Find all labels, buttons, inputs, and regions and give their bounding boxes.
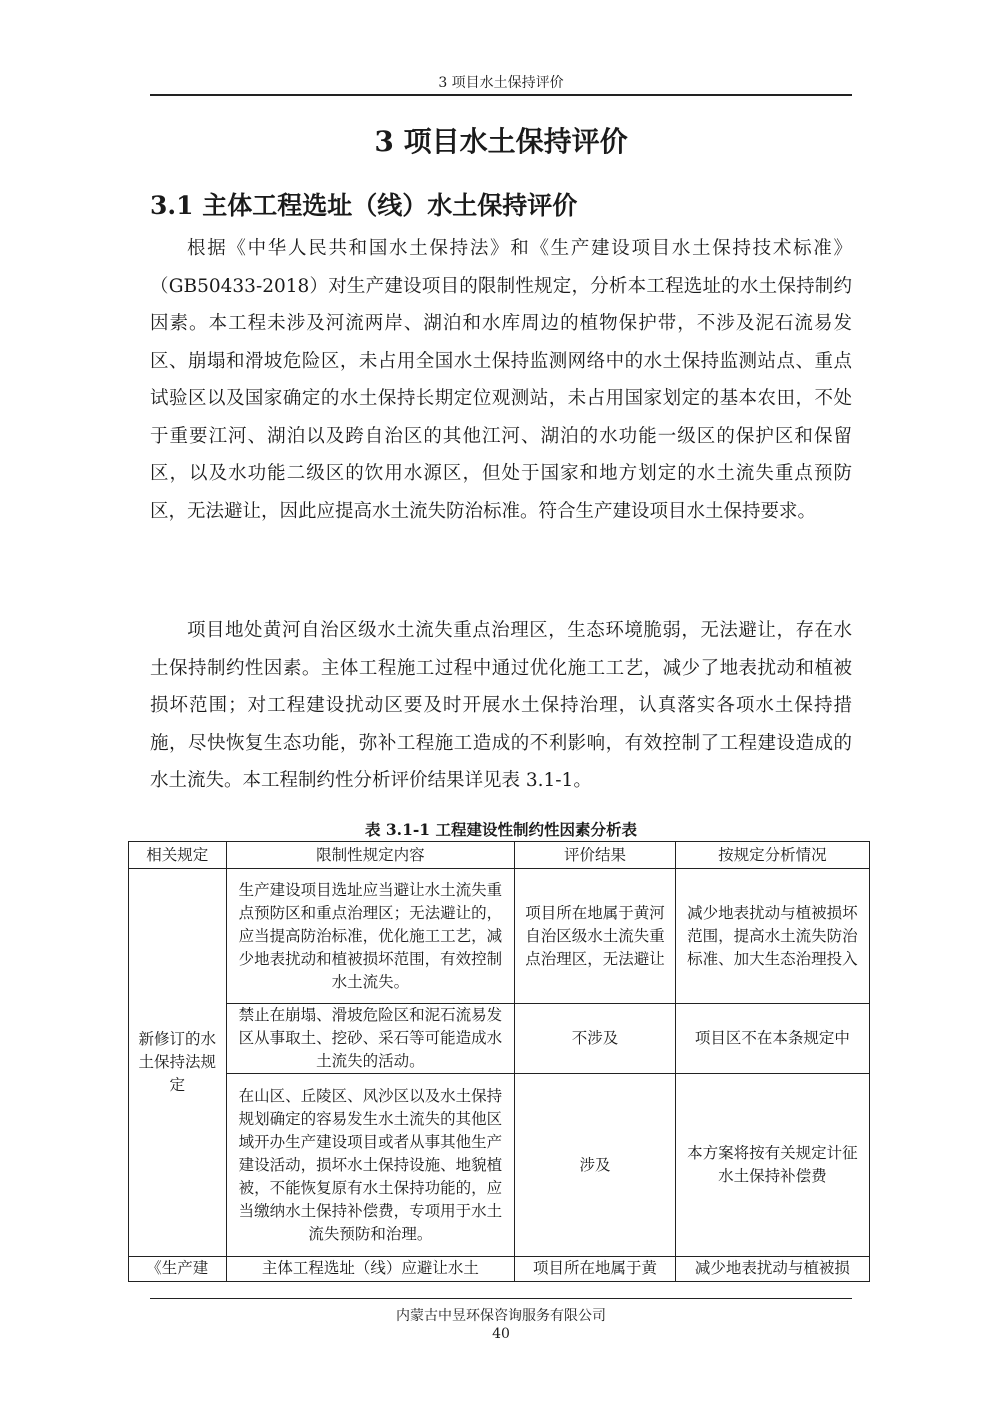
evaluation-result-cell: 项目所在地属于黄 <box>515 1257 676 1282</box>
restriction-content-cell: 主体工程选址（线）应避让水土 <box>226 1257 515 1282</box>
header-related-regulation: 相关规定 <box>129 842 227 869</box>
page-number: 40 <box>492 1326 510 1342</box>
restriction-content-cell: 禁止在崩塌、滑坡危险区和泥石流易发区从事取土、挖砂、采石等可能造成水土流失的活动。 <box>226 1004 515 1074</box>
analysis-cell: 本方案将按有关规定计征水土保持补偿费 <box>675 1074 869 1257</box>
running-header: 3 项目水土保持评价 <box>438 75 564 91</box>
header-rule <box>150 94 852 96</box>
restriction-content-cell: 生产建设项目选址应当避让水土流失重点预防区和重点治理区；无法避让的，应当提高防治标准，优化施工工艺，减少地表扰动和植被损坏范围，有效控制水土流失。 <box>226 869 515 1004</box>
header-evaluation-result: 评价结果 <box>515 842 676 869</box>
table-caption: 表 3.1-1 工程建设性制约性因素分析表 <box>365 820 637 839</box>
section-title: 3.1 主体工程选址（线）水土保持评价 <box>150 191 578 220</box>
footer-company: 内蒙古中昱环保咨询服务有限公司 <box>396 1308 606 1324</box>
evaluation-result-cell: 不涉及 <box>515 1004 676 1074</box>
chapter-title: 3 项目水土保持评价 <box>374 125 628 158</box>
paragraph-siting-constraints: 根据《中华人民共和国水土保持法》和《生产建设项目水土保持技术标准》（GB50433-2018）对生产建设项目的限制性规定，分析本工程选址的水土保持制约因素。本工程未涉及河流两岸、湖泊和水库周边的植物保护带，不涉及泥石流易发区、崩塌和滑坡危险区，未占用全国水土保持监测网络中的水土保持监测站点、重点试验区以及国家确定的水土保持长期定位观测站，未占用国家划定的基本农田，不处于重要江河、湖泊以及跨自治区的其他江河、湖泊的水功能一级区的保护区和保留区，以及水功能二级区的饮用水源区，但处于国家和地方划定的水土流失重点预防区，无法避让，因此应提高水土流失防治标准。符合生产建设项目水土保持要求。 <box>150 238 852 522</box>
footer-rule <box>150 1298 852 1299</box>
table-row <box>129 1004 870 1074</box>
analysis-cell: 项目区不在本条规定中 <box>675 1004 869 1074</box>
header-analysis: 按规定分析情况 <box>675 842 869 869</box>
analysis-cell: 减少地表扰动与植被损坏范围，提高水土流失防治标准、加大生态治理投入 <box>675 869 869 1004</box>
analysis-cell: 减少地表扰动与植被损 <box>675 1257 869 1282</box>
table-row-partial <box>129 1257 870 1282</box>
table-header-row <box>129 842 870 869</box>
table-row <box>129 869 870 1004</box>
header-restriction-content: 限制性规定内容 <box>226 842 515 869</box>
regulation-group-label: 新修订的水土保持法规定 <box>129 869 227 1257</box>
table-row <box>129 1074 870 1257</box>
evaluation-result-cell: 涉及 <box>515 1074 676 1257</box>
paragraph-restriction-analysis: 项目地处黄河自治区级水土流失重点治理区，生态环境脆弱，无法避让，存在水土保持制约性因素。主体工程施工过程中通过优化施工工艺，减少了地表扰动和植被损坏范围；对工程建设扰动区要及时开展水土保持治理，认真落实各项水土保持措施，尽快恢复生态功能，弥补工程施工造成的不利影响，有效控制了工程建设造成的水土流失。本工程制约性分析评价结果详见表 3.1-1。 <box>150 620 852 791</box>
constraint-analysis-table <box>128 841 870 1282</box>
evaluation-result-cell: 项目所在地属于黄河自治区级水土流失重点治理区，无法避让 <box>515 869 676 1004</box>
restriction-content-cell: 在山区、丘陵区、风沙区以及水土保持规划确定的容易发生水土流失的其他区域开办生产建设项目或者从事其他生产建设活动，损坏水土保持设施、地貌植被，不能恢复原有水土保持功能的，应当缴纳水土保持补偿费，专项用于水土流失预防和治理。 <box>226 1074 515 1257</box>
regulation-group-label: 《生产建 <box>129 1257 227 1282</box>
